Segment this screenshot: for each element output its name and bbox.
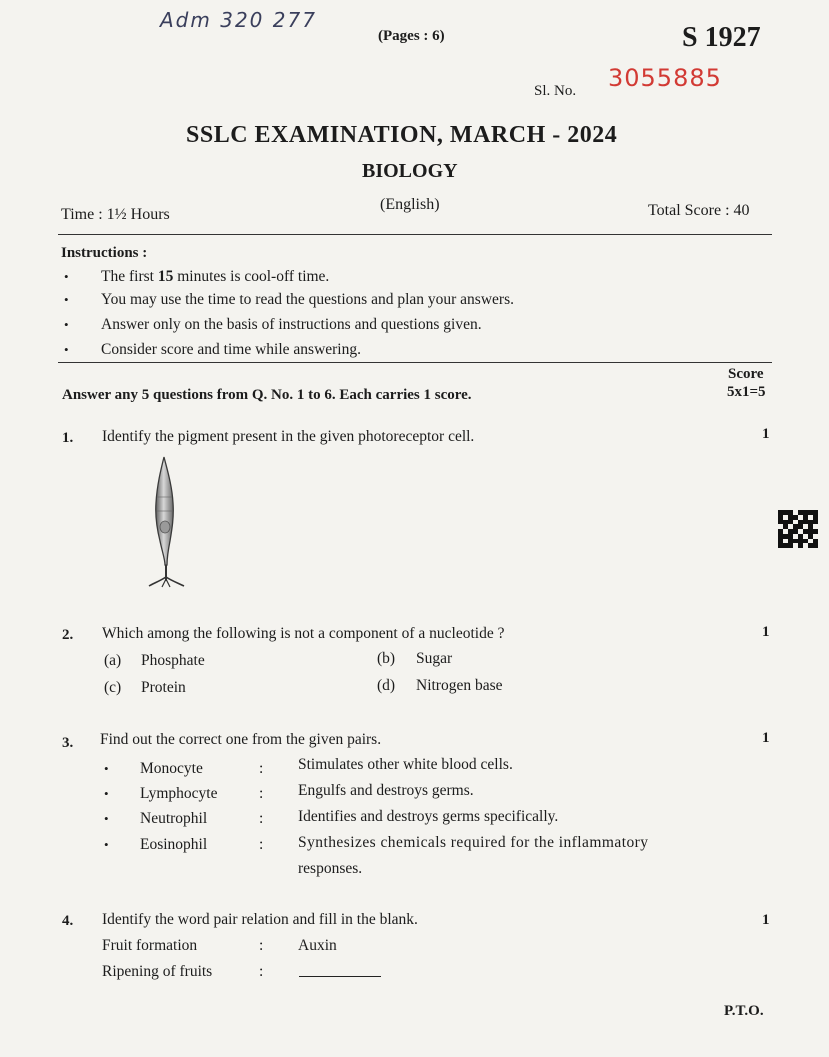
option-label: (d) — [377, 677, 396, 694]
question-score: 1 — [762, 624, 770, 640]
pair-row — [104, 836, 109, 854]
bullet: • — [64, 269, 69, 284]
relation-right: Auxin — [298, 937, 337, 954]
option-text: Nitrogen base — [416, 677, 503, 694]
pair-description: Identifies and destroys germs specifically. — [298, 808, 559, 825]
pair-row — [104, 760, 109, 778]
time-label: Time : 1½ Hours — [61, 206, 170, 223]
pair-description: Synthesizes chemicals required for the inflammatory — [298, 834, 649, 851]
serial-number: 3055885 — [608, 64, 722, 92]
instructions-divider — [58, 362, 772, 363]
handwritten-note: Adm 320 277 — [160, 8, 317, 32]
page-count: (Pages : 6) — [378, 28, 445, 44]
pair-separator: : — [259, 810, 264, 827]
question-score: 1 — [762, 426, 770, 442]
pair-separator: : — [259, 836, 264, 853]
language-label: (English) — [380, 196, 440, 213]
instructions-heading: Instructions : — [61, 245, 148, 261]
option-label: (a) — [104, 652, 122, 669]
answer-blank — [299, 976, 381, 977]
pair-cell: Eosinophil — [140, 836, 208, 853]
pair-separator: : — [259, 760, 264, 777]
pair-cell: Neutrophil — [140, 810, 208, 827]
option-text: Protein — [141, 679, 186, 696]
instruction-item: • Consider score and time while answering. — [64, 341, 361, 358]
option-label: (c) — [104, 679, 122, 696]
bullet: • — [64, 292, 69, 307]
pair-row — [104, 810, 109, 828]
question-text: Identify the pigment present in the given photoreceptor cell. — [102, 428, 475, 445]
option-text: Phosphate — [141, 652, 205, 669]
question-number: 2. — [62, 627, 74, 643]
pair-description: Stimulates other white blood cells. — [298, 756, 513, 773]
relation-separator: : — [259, 937, 264, 954]
serial-label: Sl. No. — [534, 83, 577, 99]
instruction-item: • The first 15 minutes is cool-off time. — [64, 268, 330, 285]
question-score: 1 — [762, 912, 770, 928]
section-instruction: Answer any 5 questions from Q. No. 1 to 6. Each carries 1 score. — [62, 387, 472, 403]
question-text: Find out the correct one from the given pairs. — [100, 731, 382, 748]
pair-description-continued: responses. — [298, 860, 363, 877]
pair-cell: Lymphocyte — [140, 785, 218, 802]
header-divider — [58, 234, 772, 235]
photoreceptor-cell-diagram — [140, 455, 192, 595]
question-number: 1. — [62, 430, 74, 446]
paper-code: S 1927 — [682, 22, 761, 53]
pair-description: Engulfs and destroys germs. — [298, 782, 474, 799]
exam-title: SSLC EXAMINATION, MARCH - 2024 — [186, 122, 618, 148]
bullet: • — [104, 837, 109, 852]
bullet: • — [64, 342, 69, 357]
pair-cell: Monocyte — [140, 760, 203, 777]
question-text: Which among the following is not a component of a nucleotide ? — [102, 625, 505, 642]
option-label: (b) — [377, 650, 396, 667]
relation-separator: : — [259, 963, 264, 980]
section-score-total: 5x1=5 — [727, 384, 766, 400]
instruction-item: • Answer only on the basis of instructions and questions given. — [64, 316, 482, 333]
bullet: • — [104, 811, 109, 826]
instruction-item: • You may use the time to read the questions and plan your answers. — [64, 291, 514, 308]
bullet: • — [104, 786, 109, 801]
pair-row — [104, 785, 109, 803]
subject-title: BIOLOGY — [362, 160, 458, 182]
bullet: • — [64, 317, 69, 332]
option-text: Sugar — [416, 650, 453, 667]
question-score: 1 — [762, 730, 770, 746]
bullet: • — [104, 761, 109, 776]
question-text: Identify the word pair relation and fill in the blank. — [102, 911, 418, 928]
question-number: 3. — [62, 735, 74, 751]
score-heading: Score — [728, 366, 764, 382]
total-score-label: Total Score : 40 — [648, 202, 750, 219]
pair-separator: : — [259, 785, 264, 802]
relation-left: Fruit formation — [102, 937, 198, 954]
qr-code-icon — [778, 510, 818, 548]
pto-label: P.T.O. — [724, 1003, 764, 1019]
relation-left: Ripening of fruits — [102, 963, 213, 980]
question-number: 4. — [62, 913, 74, 929]
